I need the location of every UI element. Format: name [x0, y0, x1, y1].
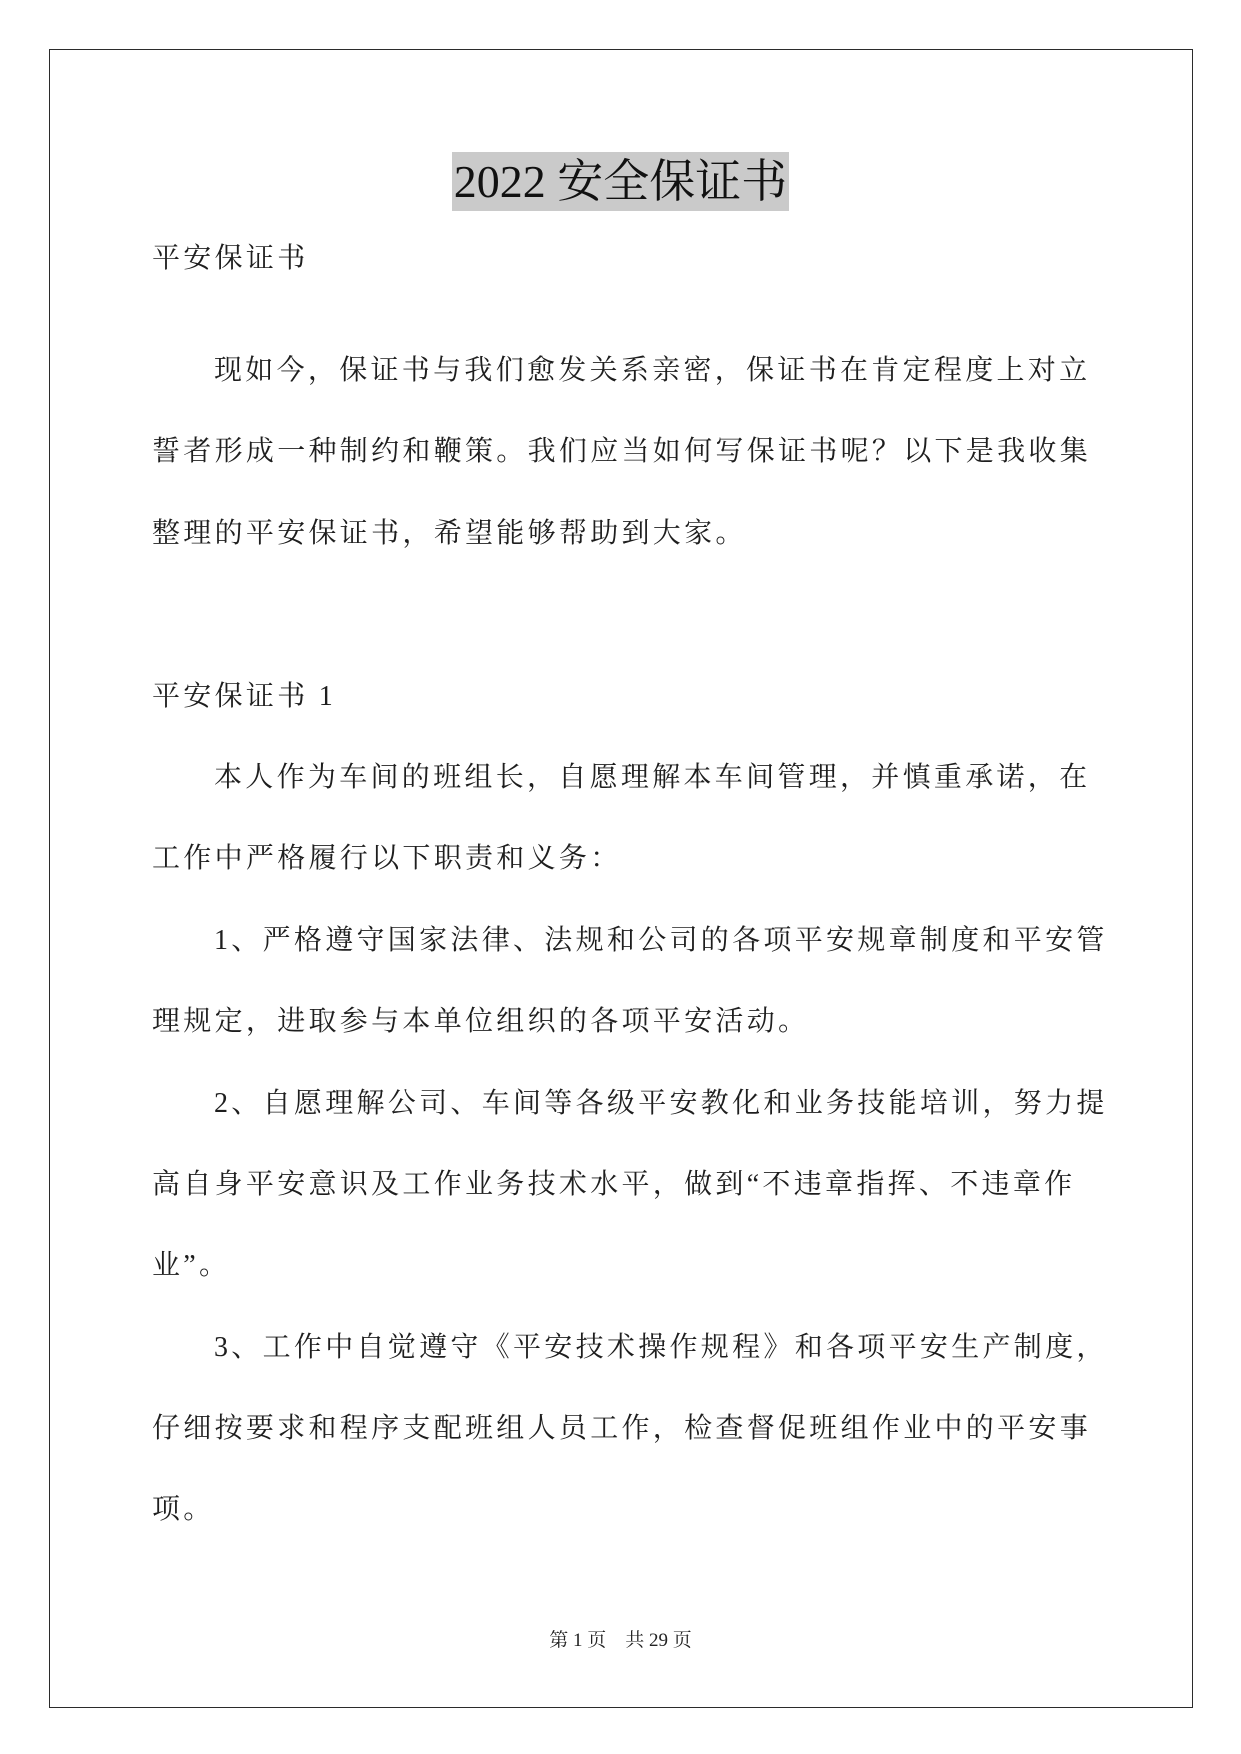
paragraph	[152, 1307, 1112, 1551]
paragraph-line: 理规定，进取参与本单位组织的各项平安活动。	[152, 1006, 810, 1038]
paragraph-line: 现如今，保证书与我们愈发关系亲密，保证书在肯定程度上对立	[214, 354, 1091, 386]
paragraph	[152, 900, 1112, 1063]
paragraph-line: 业”。	[152, 1250, 231, 1282]
paragraph-line: 2、自愿理解公司、车间等各级平安教化和业务技能培训，努力提	[214, 1087, 1108, 1119]
paragraph-line: 本人作为车间的班组长，自愿理解本车间管理，并慎重承诺，在	[214, 761, 1091, 793]
section-heading: 平安保证书 1	[152, 680, 337, 712]
paragraph	[152, 1063, 1112, 1307]
intro-paragraph	[152, 330, 1112, 574]
paragraph	[152, 737, 1112, 900]
paragraph-line: 高自身平安意识及工作业务技术水平，做到“不违章指挥、不违章作	[152, 1168, 1076, 1200]
blank-line	[152, 574, 1112, 655]
document-title: 2022 安全保证书	[452, 152, 790, 211]
document-body	[152, 218, 1112, 1551]
paragraph-line: 1、严格遵守国家法律、法规和公司的各项平安规章制度和平安管	[214, 924, 1108, 956]
title-block	[0, 152, 1241, 211]
paragraph-line: 项。	[152, 1494, 215, 1526]
paragraph-line: 整理的平安保证书，希望能够帮助到大家。	[152, 517, 747, 549]
paragraph-line: 工作中严格履行以下职责和义务：	[152, 843, 622, 875]
paragraph-line: 誓者形成一种制约和鞭策。我们应当如何写保证书呢？以下是我收集	[152, 436, 1092, 468]
paragraph-line: 3、工作中自觉遵守《平安技术操作规程》和各项平安生产制度，	[214, 1331, 1108, 1363]
page-number-footer: 第 1 页 共 29 页	[549, 1630, 692, 1651]
document-heading: 平安保证书	[152, 243, 309, 274]
paragraph-line: 仔细按要求和程序支配班组人员工作，检查督促班组作业中的平安事	[152, 1413, 1092, 1445]
